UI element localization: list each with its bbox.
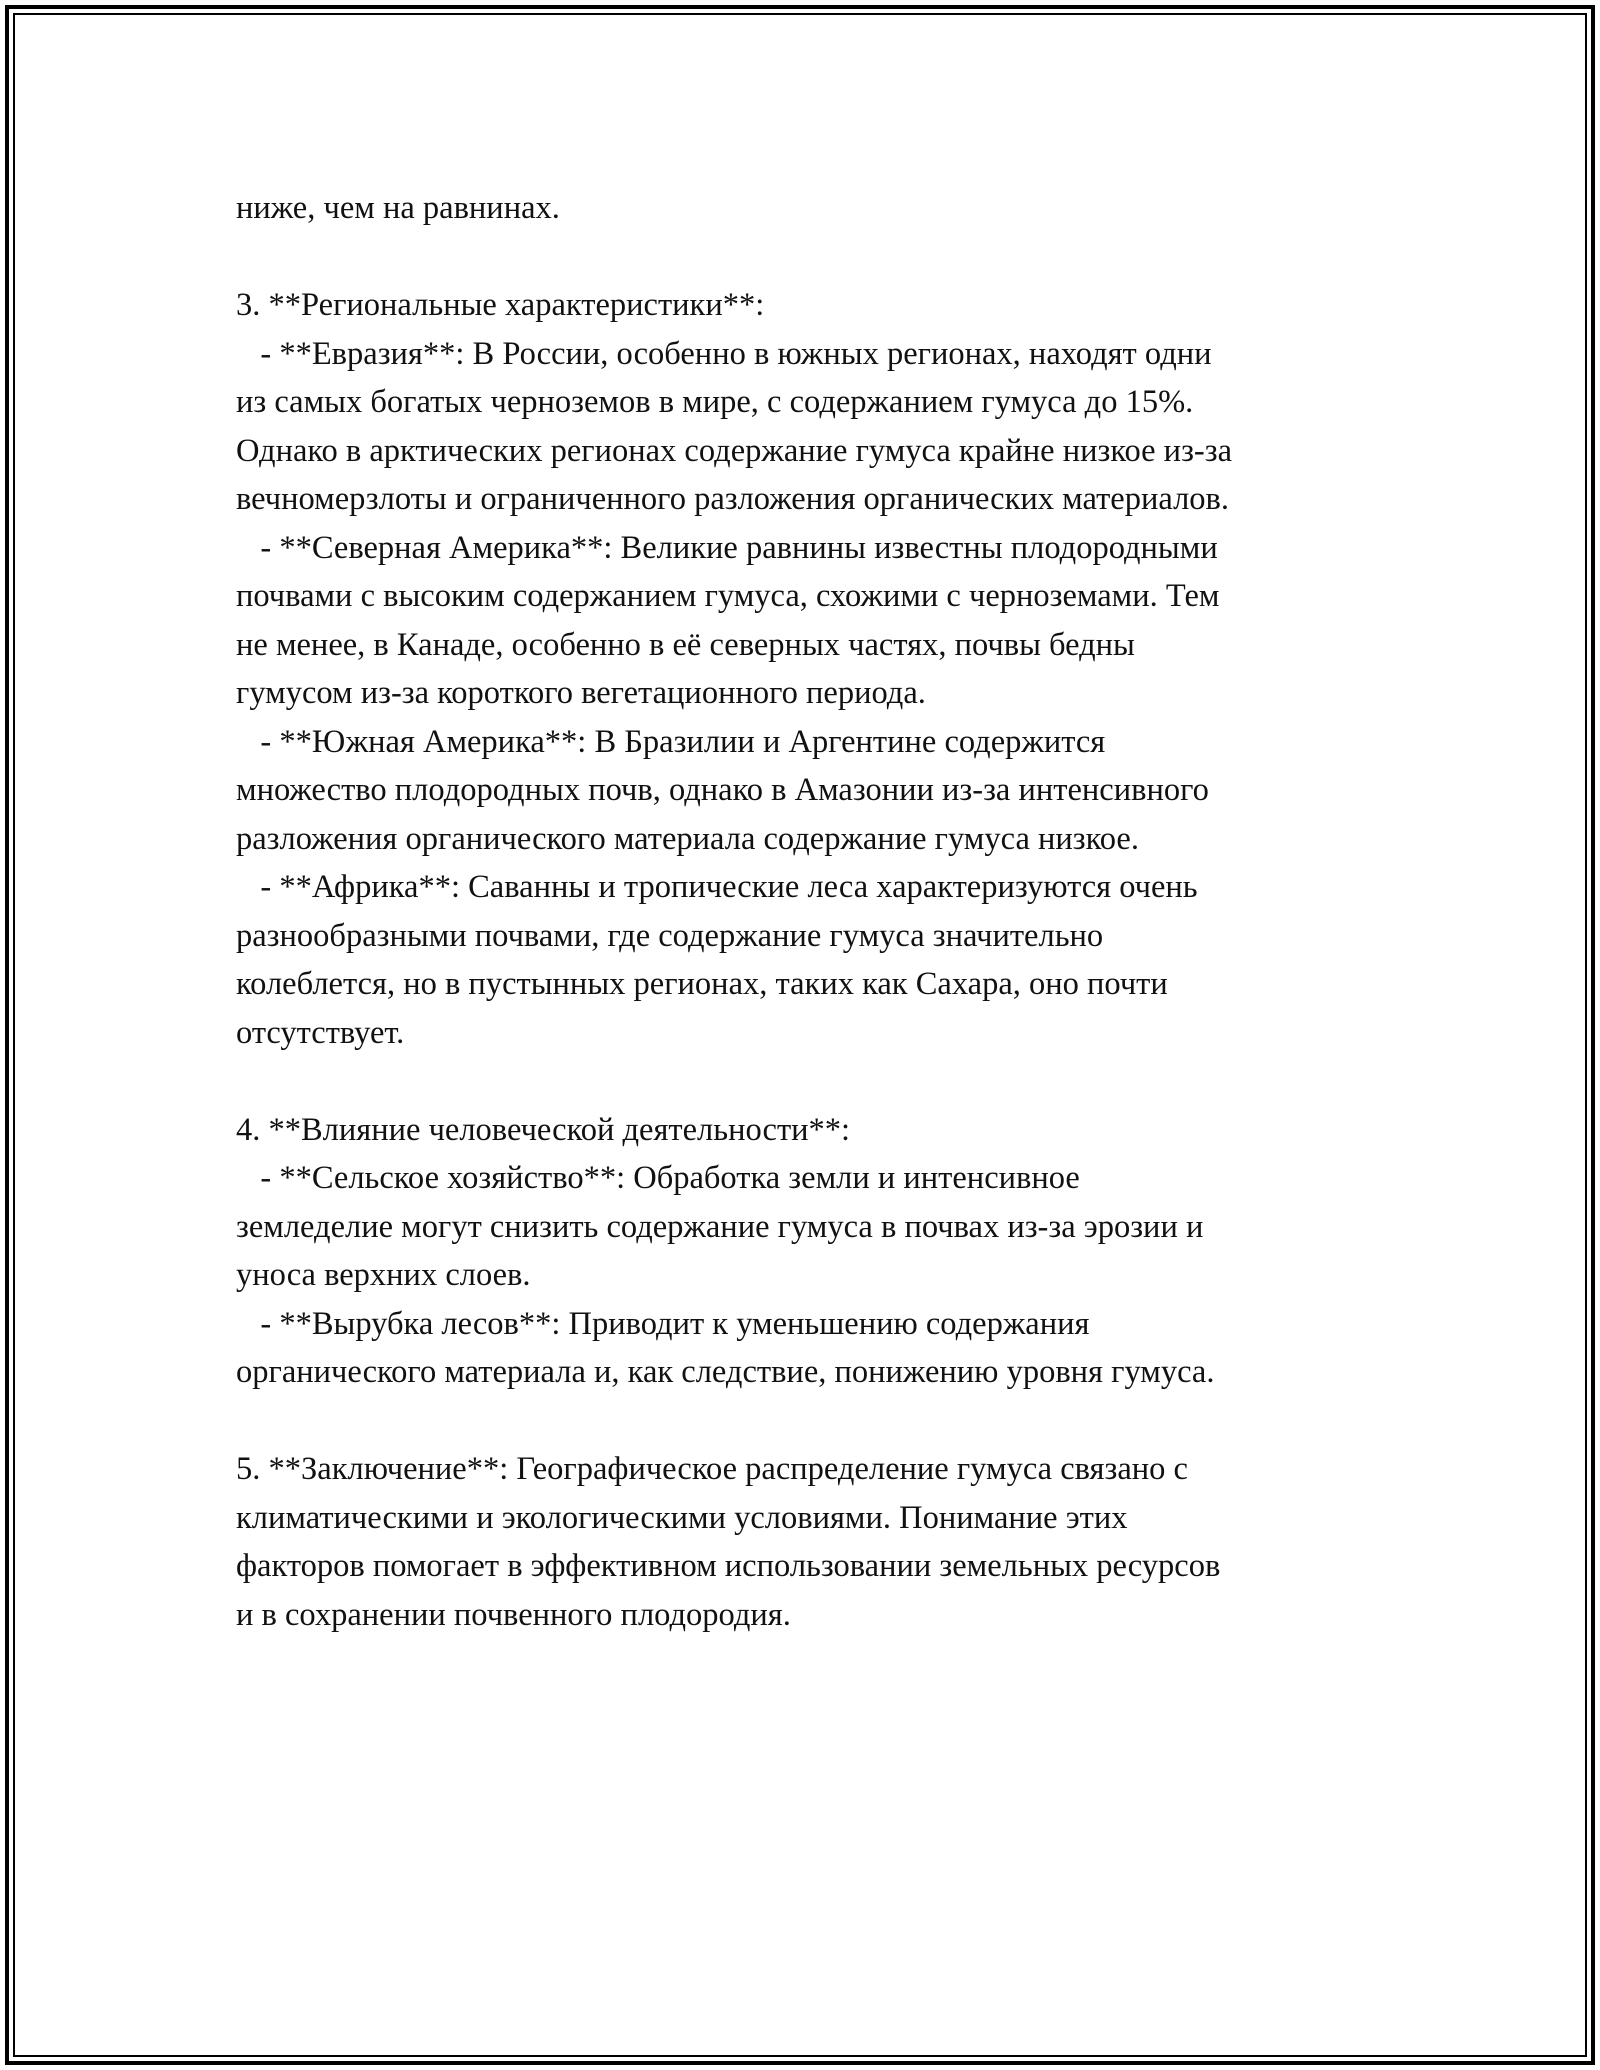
text-line: колеблется, но в пустынных регионах, таких как Сахара, оно почти: [236, 966, 1168, 1002]
text-line: из самых богатых черноземов в мире, с содержанием гумуса до 15%.: [236, 384, 1194, 420]
section-heading: 4. **Влияние человеческой деятельности**:: [236, 1111, 851, 1148]
text-line: Однако в арктических регионах содержание гумуса крайне низкое из-за: [236, 432, 1232, 469]
blank-line: [236, 1057, 1366, 1106]
text-line: не менее, в Канаде, особенно в её северных частях, почвы бедны: [236, 626, 1135, 663]
text-line: - **Сельское хозяйство**: Обработка земли и интенсивное: [236, 1160, 1080, 1196]
section-heading: 5. **Заключение**: Географическое распределение гумуса связано с: [236, 1451, 1188, 1487]
document-body: [236, 184, 1366, 1639]
text-line: - **Вырубка лесов**: Приводит к уменьшению содержания: [236, 1305, 1090, 1342]
text-line: и в сохранении почвенного плодородия.: [236, 1596, 791, 1633]
text-line: множество плодородных почв, однако в Амазонии из-за интенсивного: [236, 772, 1209, 808]
text-line: - **Африка**: Саванны и тропические леса характеризуются очень: [236, 869, 1198, 905]
text-line: отсутствует.: [236, 1014, 405, 1051]
text-line: ниже, чем на равнинах.: [236, 190, 560, 226]
text-line: - **Северная Америка**: Великие равнины известны плодородными: [236, 529, 1218, 566]
text-line: - **Южная Америка**: В Бразилии и Аргентине содержится: [236, 723, 1106, 760]
section-heading: 3. **Региональные характеристики**:: [236, 287, 765, 323]
text-line: климатическими и экологическими условиями. Понимание этих: [236, 1499, 1128, 1536]
blank-line: [236, 233, 1366, 282]
text-line: земледелие могут снизить содержание гумуса в почвах из-за эрозии и: [236, 1208, 1204, 1245]
text-line: органического материала и, как следствие, понижению уровня гумуса.: [236, 1354, 1215, 1390]
text-line: - **Евразия**: В России, особенно в южных регионах, находят одни: [236, 335, 1212, 372]
text-line: факторов помогает в эффективном использовании земельных ресурсов: [236, 1548, 1221, 1584]
text-line: разнообразными почвами, где содержание гумуса значительно: [236, 917, 1104, 954]
text-line: вечномерзлоты и ограниченного разложения органических материалов.: [236, 481, 1230, 517]
blank-line: [236, 1397, 1366, 1446]
text-line: гумусом из-за короткого вегетационного периода.: [236, 675, 926, 711]
text-line: разложения органического материала содержание гумуса низкое.: [236, 820, 1139, 857]
text-line: почвами с высоким содержанием гумуса, схожими с черноземами. Тем: [236, 578, 1220, 614]
text-line: уноса верхних слоев.: [236, 1257, 531, 1293]
